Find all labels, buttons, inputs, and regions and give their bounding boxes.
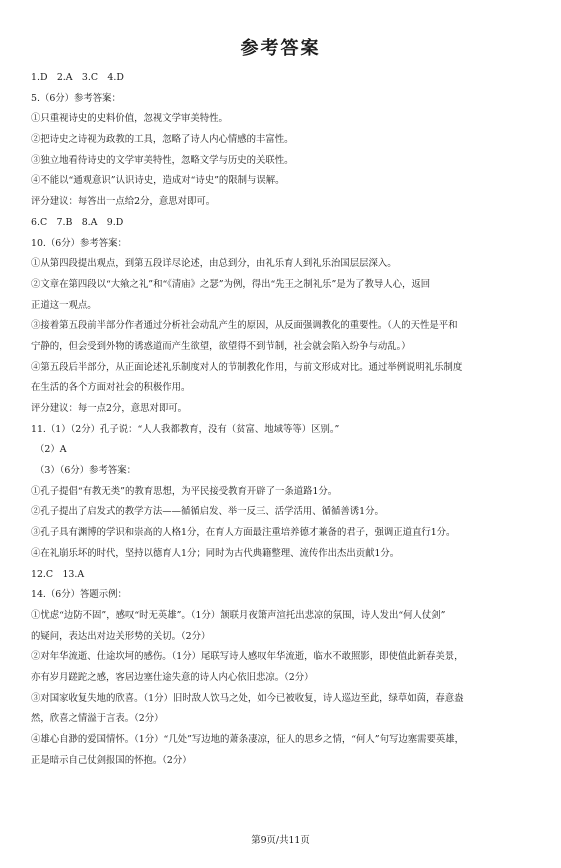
page-number: 第9页/共11页 [251, 835, 310, 846]
text-line: ④不能以“通观意识”认识诗史，造成对“诗史”的限制与误解。 [31, 175, 285, 187]
text-line: ①从第四段提出观点，到第五段详尽论述，由总到分，由礼乐育人到礼乐治国层层深入。 [31, 258, 397, 270]
page-title: 参考答案 [240, 38, 321, 59]
text-line: 然，欣喜之情溢于言表。（2分） [31, 713, 164, 725]
text-line: 正道这一观点。 [31, 299, 97, 311]
text-line: 评分建议：每一点2分，意思对即可。 [31, 403, 187, 414]
text-line: ②孔子提出了启发式的教学方法——循循启发、举一反三、活学活用、循循善诱1分。 [31, 506, 384, 518]
text-line: 12.C 13.A [31, 568, 85, 580]
text-line: ③接着第五段前半部分作者通过分析社会动乱产生的原因，从反面强调教化的重要性。（人的天性是平和 [31, 320, 458, 332]
text-line: 评分建议：每答出一点给2分，意思对即可。 [31, 196, 216, 208]
text-line: ④雄心自渺的爱国情怀。（1分）“几处”写边地的萧条凄凉，征人的思乡之情，“何人”句写边塞需要英雄， [31, 734, 464, 745]
text-line: ②把诗史之诗视为政教的工具，忽略了诗人内心情感的丰富性。 [31, 134, 294, 146]
text-line: ①忧虑“边防不固”，感叹“时无英雄”。（1分）颔联月夜箫声渲托出悲凉的氛围，诗人发出“何人仗剑” [31, 609, 446, 621]
text-line: ②对年华流逝、仕途坎坷的感伤。（1分）尾联写诗人感叹年华流逝，临水不敢照影，即使值此新春美景， [31, 651, 464, 663]
text-line: ①只重视诗史的史料价值，忽视文学审美特性。 [31, 113, 228, 125]
text-line: （3）（6分）参考答案： [35, 465, 136, 477]
text-line: 5.（6分）参考答案： [31, 92, 121, 104]
text-line: ④在礼崩乐坏的时代，坚持以德育人1分；同时为古代典籍整理、流传作出杰出贡献1分。 [31, 547, 400, 559]
text-line: 亦有岁月蹉跎之感，客居边塞仕途失意的诗人内心依旧悲凉。（2分） [31, 671, 314, 683]
text-line: 6.C 7.B 8.A 9.D [31, 216, 124, 228]
text-line: 正是暗示自己仗剑报国的怀抱。（2分） [31, 754, 192, 766]
text-line: 在生活的各个方面对社会的积极作用。 [31, 382, 191, 394]
text-line: ①孔子提倡“有教无类”的教育思想，为平民接受教育开辟了一条道路1分。 [31, 485, 338, 497]
answer-content [31, 68, 536, 771]
text-line: 宁静的，但会受到外物的诱惑道而产生欲望，欲望得不到节制，社会就会陷入纷争与动乱。） [31, 340, 411, 352]
text-line: 10.（6分）参考答案： [31, 237, 127, 249]
text-line: ③对国家收复失地的欣喜。（1分）旧时敌人饮马之处，如今已被收复，诗人巡边至此，绿草如茵，春意盎 [31, 692, 464, 704]
text-line: ③孔子具有渊博的学识和崇高的人格1分，在育人方面最注重培养德才兼备的君子，强调正道直行1分。 [31, 527, 456, 539]
text-line: 的疑问，表达出对边关形势的关切。（2分） [31, 630, 211, 642]
text-line: ④第五段后半部分，从正面论述礼乐制度对人的节制教化作用，与前文形成对比。通过举例说明礼乐制度 [31, 361, 463, 373]
text-line: （2）A [35, 444, 67, 456]
text-line: ②文章在第四段以“大飨之礼”和“《清庙》之瑟”为例，得出“先王之制礼乐”是为了教导人心，返回 [31, 278, 431, 290]
text-line: ③独立地看待诗史的文学审美特性，忽略文学与历史的关联性。 [31, 154, 294, 166]
text-line: 1.D 2.A 3.C 4.D [31, 72, 124, 83]
text-line: 11.（1）（2分）孔子说：“人人我都教育，没有（贫富、地域等等）区别。” [31, 423, 340, 435]
text-line: 14.（6分）答题示例： [31, 589, 127, 601]
